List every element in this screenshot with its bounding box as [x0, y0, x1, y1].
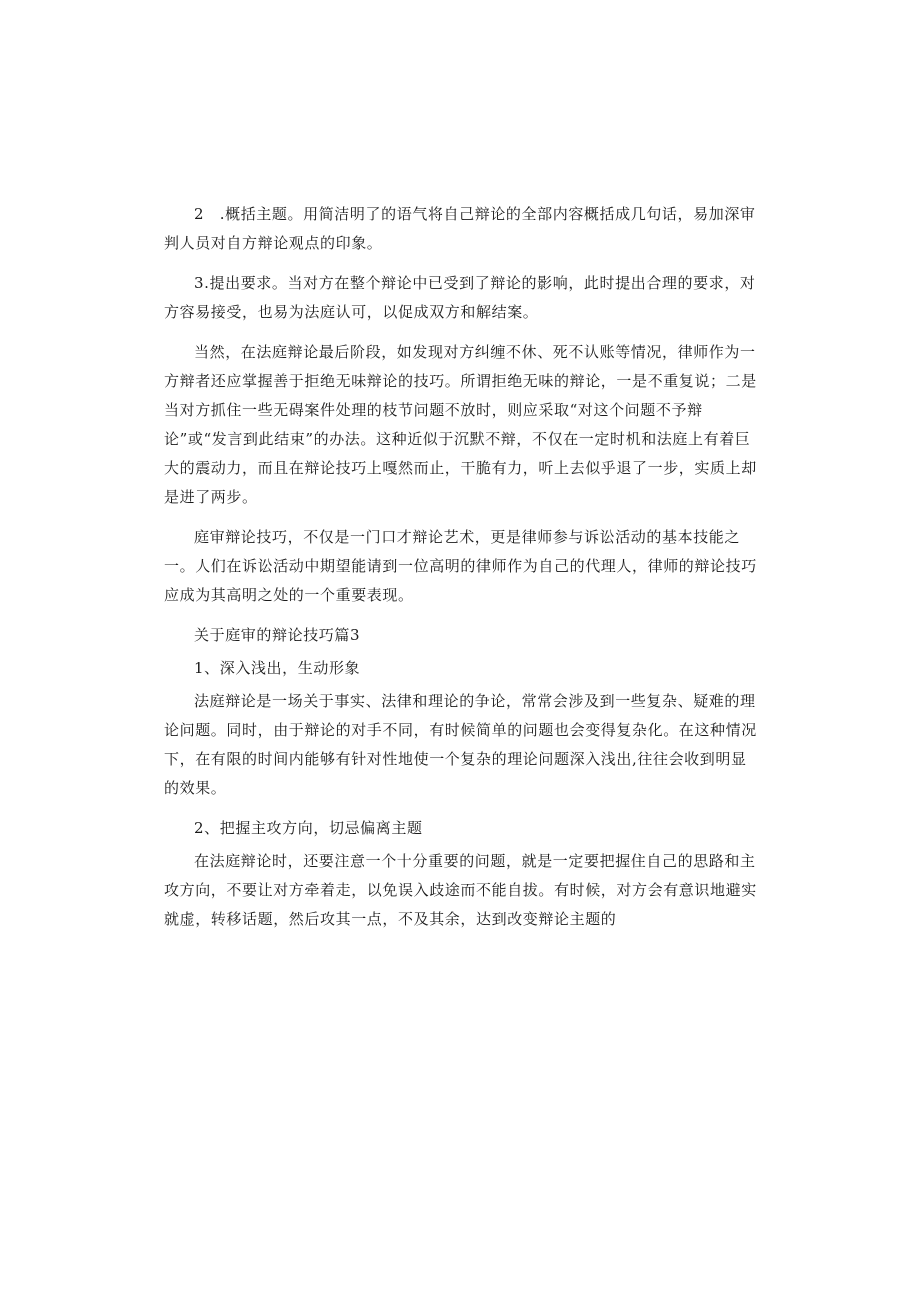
paragraph-make-request: 3.提出要求。当对方在整个辩论中已受到了辩论的影响，此时提出合理的要求，对方容易接受，也易为法庭认可，以促成双方和解结案。 — [164, 274, 756, 321]
paragraph-summarize-theme: 2 .概括主题。用简洁明了的语气将自己辩论的全部内容概括成几句话，易加深审判人员对自方辩论观点的印象。 — [164, 205, 756, 252]
paragraph-debate-skill-summary: 庭审辩论技巧，不仅是一门口才辩论艺术，更是律师参与诉讼活动的基本技能之一。人们在诉讼活动中期望能请到一位高明的律师作为自己的代理人，律师的辩论技巧应成为其高明之处的一个重要表现。 — [164, 528, 757, 604]
paragraph-refuse-debate: 当然，在法庭辩论最后阶段，如发现对方纠缠不休、死不认账等情况，律师作为一方辩者还应掌握善于拒绝无味辩论的技巧。所谓拒绝无味的辩论，一是不重复说；二是当对方抓住一些无碍案件处理的枝节问题不放时，则应采取“对这个问题不予辩论”或“发言到此结束”的办法。这种近似于沉默不辩，不仅在一定时机和法庭上有着巨大的震动力，而且在辩论技巧上嘎然而止，干脆有力，听上去似乎退了一步，实质上却是进了两步。 — [164, 343, 757, 506]
subheading-1: 1、深入浅出，生动形象 — [194, 659, 361, 677]
document-body — [164, 200, 760, 945]
subheading-2: 2、把握主攻方向，切忌偏离主题 — [194, 819, 423, 837]
paragraph-main-direction: 在法庭辩论时，还要注意一个十分重要的问题，就是一定要把握住自己的思路和主攻方向，不要让对方牵着走，以免误入歧途而不能自拔。有时候，对方会有意识地避实就虚，转移话题，然后攻其一点，不及其余，达到改变辩论主题的 — [164, 852, 757, 928]
paragraph-simplify-explanation: 法庭辩论是一场关于事实、法律和理论的争论，常常会涉及到一些复杂、疑难的理论问题。同时，由于辩论的对手不同，有时候简单的问题也会变得复杂化。在这种情况下，在有限的时间内能够有针对性地使一个复杂的理论问题深入浅出,往往会收到明显的效果。 — [164, 692, 757, 797]
section-title-part3: 关于庭审的辩论技巧篇3 — [194, 626, 361, 644]
